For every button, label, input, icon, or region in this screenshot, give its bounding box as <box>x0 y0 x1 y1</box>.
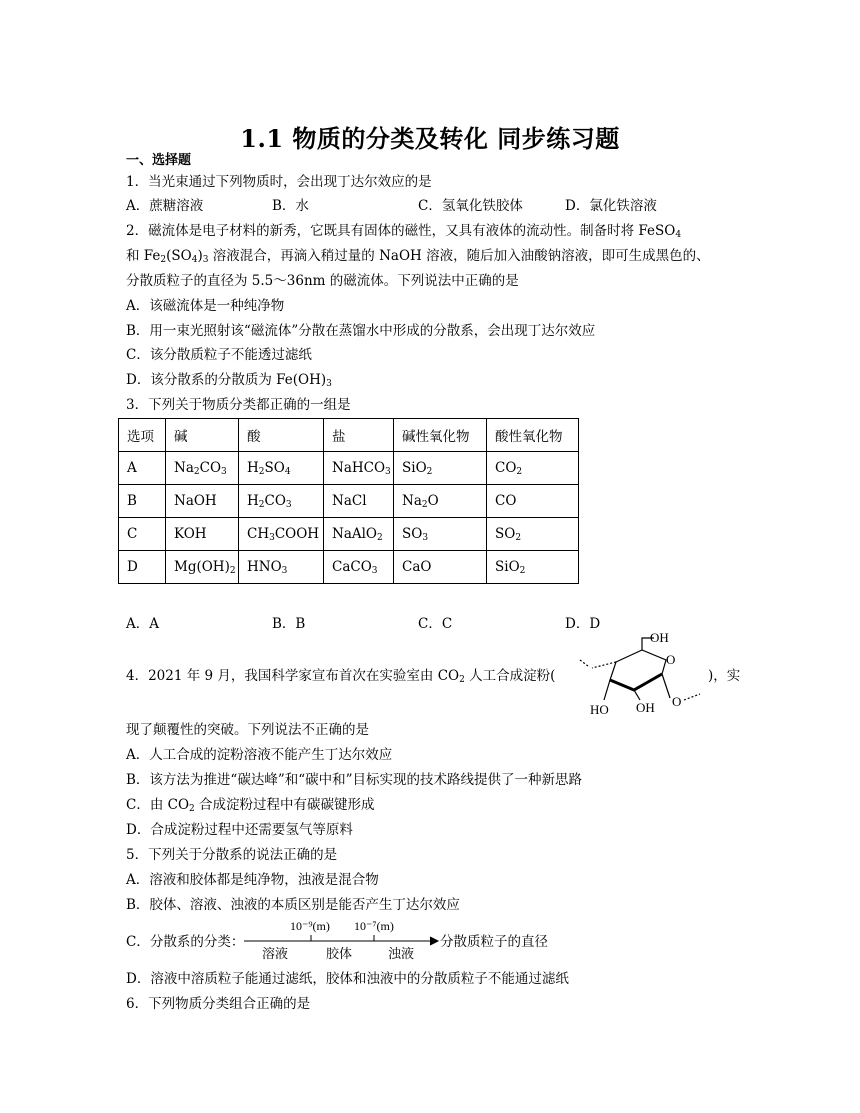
table-row <box>119 518 579 551</box>
q5-option-d: D．溶液中溶质粒子能通过滤纸，胶体和浊液中的分散质粒子不能通过滤纸 <box>126 971 569 987</box>
table-row <box>119 485 579 518</box>
q2-stem-line1: 2．磁流体是电子材料的新秀，它既具有固体的磁性，又具有液体的流动性。制备时将 FeSO$_4$ <box>126 223 682 240</box>
dispersion-axis-diagram <box>240 915 570 963</box>
axis-tick-label: 10⁻⁹(m) <box>290 919 330 933</box>
q2-stem-line2: 和 $Fe_2(SO_4)_3$ 溶液混合，再滴入稍过量的 NaOH 溶液，随后加入油酸钠溶液，即可生成黑色的、 <box>126 248 710 265</box>
table-cell: SiO$_2$ <box>394 452 487 485</box>
q3-option-d: D．D <box>565 616 601 632</box>
table-cell: $SO_2$ <box>487 518 579 551</box>
table-header-cell: 选项 <box>119 419 166 452</box>
q1-option-d: D．氯化铁溶液 <box>565 198 657 214</box>
table-cell: $CH_3COOH$ <box>239 518 324 551</box>
q2-option-c: C．该分散质粒子不能透过滤纸 <box>126 347 312 363</box>
table-cell: NaCl <box>324 485 394 518</box>
table-cell: $Mg(OH)_2$ <box>166 551 239 584</box>
structure-label: O <box>672 694 682 709</box>
q3-option-a: A．A <box>126 616 159 632</box>
structure-label: HO <box>590 702 609 716</box>
table-cell: $Na_2O$ <box>394 485 487 518</box>
table-cell: $H_2SO_4$ <box>239 452 324 485</box>
structure-label: O <box>666 652 676 667</box>
q6-stem: 6．下列物质分类组合正确的是 <box>126 996 311 1012</box>
axis-segment-label: 溶液 <box>262 946 289 961</box>
q5-option-a: A．溶液和胶体都是纯净物，浊液是混合物 <box>126 872 379 888</box>
table-cell: SiO$_2$ <box>487 551 579 584</box>
q4-option-c: C．由 $CO_2$ 合成淀粉过程中有碳碳键形成 <box>126 797 375 814</box>
table-cell: NaHCO$_3$ <box>324 452 394 485</box>
q1-option-c: C．氢氧化铁胶体 <box>418 198 523 214</box>
table-cell: $CO_2$ <box>487 452 579 485</box>
table-header-cell: 酸 <box>239 419 324 452</box>
table-row <box>119 452 579 485</box>
q4-option-b: B．该方法为推进“碳达峰”和“碳中和”目标实现的技术路线提供了一种新思路 <box>126 772 583 788</box>
q3-option-c: C．C <box>418 616 453 632</box>
q5-option-c: C．分散系的分类： <box>126 934 245 950</box>
q5-option-b: B．胶体、溶液、浊液的本质区别是能否产生丁达尔效应 <box>126 897 460 913</box>
table-header-cell: 碱 <box>166 419 239 452</box>
axis-tick-label: 10⁻⁷(m) <box>354 919 394 933</box>
page-title: 1.1 物质的分类及转化 同步练习题 <box>240 124 620 153</box>
q2-option-b: B．用一束光照射该“磁流体”分散在蒸馏水中形成的分散系，会出现丁达尔效应 <box>126 323 596 339</box>
table-header-cell: 盐 <box>324 419 394 452</box>
table-cell: $H_2CO_3$ <box>239 485 324 518</box>
axis-end-label: 分散质粒子的直径 <box>440 934 548 949</box>
structure-label: OH <box>650 630 669 645</box>
q1-stem: 1．当光束通过下列物质时，会出现丁达尔效应的是 <box>126 174 432 190</box>
table-cell: NaOH <box>166 485 239 518</box>
q4-stem-line1-end: )，实 <box>708 668 741 684</box>
table-header-row <box>119 419 579 452</box>
table-cell: $Na_2CO_3$ <box>166 452 239 485</box>
axis-segment-label: 胶体 <box>326 946 353 961</box>
q2-option-a: A．该磁流体是一种纯净物 <box>126 298 285 314</box>
table-header-cell: 酸性氧化物 <box>487 419 579 452</box>
table-cell: B <box>119 485 166 518</box>
section-heading: 一、选择题 <box>126 153 192 168</box>
table-cell: D <box>119 551 166 584</box>
q4-option-a: A．人工合成的淀粉溶液不能产生丁达尔效应 <box>126 747 393 763</box>
q2-stem-line3: 分散质粒子的直径为 5.5～36nm 的磁流体。下列说法中正确的是 <box>126 273 519 289</box>
table-cell: NaAlO$_2$ <box>324 518 394 551</box>
classification-table <box>118 418 579 584</box>
table-header-cell: 碱性氧化物 <box>394 419 487 452</box>
table-cell: $HNO_3$ <box>239 551 324 584</box>
table-row <box>119 551 579 584</box>
q1-option-b: B．水 <box>272 198 309 214</box>
glucose-unit-structure <box>570 630 710 716</box>
q4-stem-line2: 现了颠覆性的突破。下列说法不正确的是 <box>126 722 369 738</box>
table-cell: $SO_3$ <box>394 518 487 551</box>
q5-stem: 5．下列关于分散系的说法正确的是 <box>126 847 338 863</box>
q4-stem-line1: 4．2021 年 9 月，我国科学家宣布首次在实验室由 $CO_2$ 人工合成淀粉( <box>126 668 556 685</box>
table-cell: C <box>119 518 166 551</box>
q3-stem: 3．下列关于物质分类都正确的一组是 <box>126 397 351 413</box>
q2-option-d: D．该分散系的分散质为 $Fe(OH)_3$ <box>126 372 332 389</box>
table-cell: CO <box>487 485 579 518</box>
table-cell: CaO <box>394 551 487 584</box>
table-cell: A <box>119 452 166 485</box>
table-cell: KOH <box>166 518 239 551</box>
structure-label: OH <box>636 700 655 715</box>
q3-option-b: B．B <box>272 616 306 632</box>
table-cell: CaCO$_3$ <box>324 551 394 584</box>
q4-option-d: D．合成淀粉过程中还需要氢气等原料 <box>126 822 353 838</box>
q1-option-a: A．蔗糖溶液 <box>126 198 204 214</box>
axis-segment-label: 浊液 <box>388 946 415 961</box>
